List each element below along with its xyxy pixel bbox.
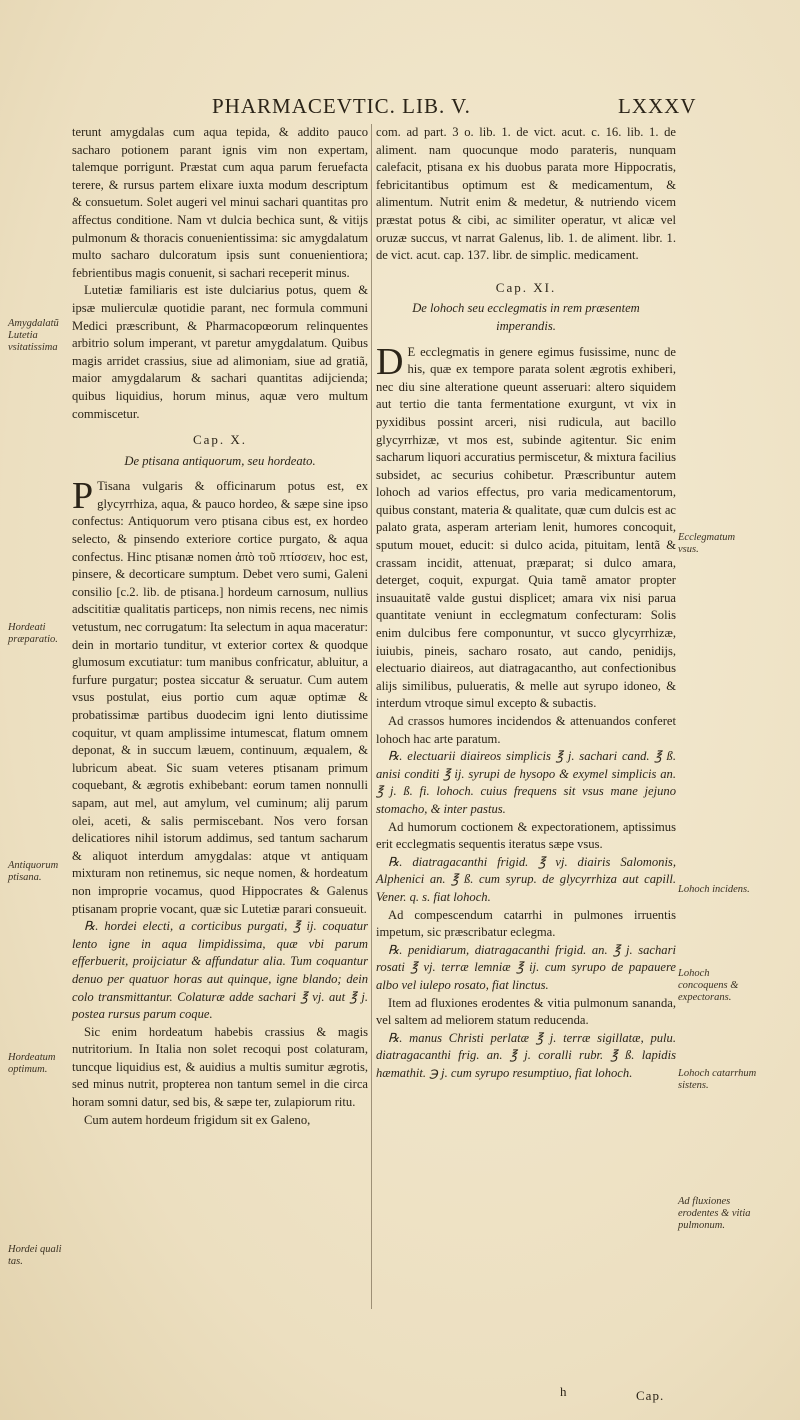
paragraph: com. ad part. 3 o. lib. 1. de vict. acut. c. 16. lib. 1. de aliment. nam quocunque modo parateris, nunquam calefacit, ptisana ex his duobus parata more Hippocratis, febricitantibus optimum est & medicamentum, & alimentum. Nutrit enim & medetur, & nutriendo vicem præstat potus & cibi, ac similiter operatur, vt alicæ vel oruzæ succus, vt narrat Galenus, lib. 1. de aliment. libr. 1. de vict. acut. cap. 137. libr. de simplic. medicament. — [376, 125, 676, 263]
paragraph: Cum autem hordeum frigidum sit ex Galeno, — [84, 1112, 311, 1127]
paragraph: Item ad fluxiones erodentes & vitia pulmonum sananda, vel saltem ad meliorem statum reducenda. — [376, 995, 676, 1028]
chapter-title: De ptisana antiquorum, seu hordeato. — [124, 453, 316, 468]
margin-note: Antiquorum ptisana. — [8, 860, 59, 883]
left-column — [72, 124, 368, 1129]
margin-note: Hordeatum optimum. — [8, 1052, 56, 1075]
paragraph: Sic enim hordeatum habebis crassius & magis nutritorium. In Italia non solet recoqui post colaturam, tuncque liquidius est, & auidius a multis sumitur ægrotis, sed minus nutrit, propterea non tantum semel in die circa horam somni datur, sed bis, & sæpe ter, zulapiorum ritu. — [72, 1024, 368, 1110]
column-rule — [371, 124, 372, 1309]
paragraph: PTisana vulgaris & officinarum potus est, ex glycyrrhiza, aqua, & pauco hordeo, & sæpe sine ipso confectus: Antiquorum vero ptisana cibus est, ex hordeo selecto, & pinsendo exteriore cortice purgato, & aqua confectus. Hinc ptisanæ nomen ἀπὸ τοῦ πτίσσειν, hoc est, pinsere, & decorticare sumptum. Debet vero sumi, Galeni consilio [c.2. lib. de ptisana.] hordeum carnosum, nullius adscititiæ qualitatis particeps, non nimis recens, nec nimis vetustum, nec corrugatum: Ita selectum in aqua maceratur: dein in mortario tunditur, vt exterior cortex & quodque glumosum excutiatur: tum manibus confricatur, abluitur, a furfure purgatur; postea siccatur & seruatur. Cum autem vsus postulat, eius portio cum aquæ optimæ & probatissimæ partibus duodecim igni lento diutissime coquitur, vt quam amplissime intumescat, flatum omnem deponat, & in succum læuem, continuum, æqualem, & lubricum abeat. Sic suam veteres ptisanam primum coquebant, & ægrotis exhibebant: eorum tamen nonnulli sapam, aut mel, aut amylum, vel cuminum; alij parum olei, aceti, & salis permiscebant. Nos vero forsan delicatiores nihil istorum addimus, sed tantum sacharum & aliquot interdum amygdalas: atque vt antiquam mixturam non retinemus, sic neque nomen, & hordeatum non improprie vocamus, quod Hippocrates & Galenus ptisanam proprie vocant, quæ sic Lutetiæ parari consueuit. — [72, 475, 368, 916]
paragraph: Ad crassos humores incidendos & attenuandos conferet lohoch hac arte paratum. — [376, 714, 676, 746]
margin-note: Hordeati præparatio. — [8, 622, 58, 645]
paragraph: terunt amygdalas cum aqua tepida, & addito pauco sacharo potionem parant ignis vim non expertam, talemque porrigunt. Præstat cum aqua parum feruefacta terere, & rursus partem elixare iuxta modum descriptum & consuetum. Solet augeri vel minui sachari quantitas pro affectus conditione. Nam vt dulcia bechica sunt, & vitijs pulmonum & thoracis conuenientissima: sic amygdalatum multo sacharo dulcoratum ipsis sunt conuenientiora; febrientibus magis conuenit, si sachari receperit minus. — [72, 125, 368, 280]
chapter-heading: Cap. XI. — [495, 279, 557, 295]
chapter-title: De lohoch seu ecclegmatis in rem præsentem imperandis. — [412, 301, 640, 333]
margin-note: Hordei quali tas. — [8, 1244, 62, 1267]
margin-note: Lohoch concoquens & expectorans. — [678, 968, 739, 1003]
paragraph: Lutetiæ familiaris est iste dulciarius potus, quem & ipsæ mulierculæ quotidie parant, nec formula communi Medici præscribunt, & Pharmacopœorum relinquentes arbitrio solum imperant, vt paretur amygdalatum. Quibus magis arridet crassius, siue ad alimoniam, siue ad gratiã, maior amygdalarum & sachari quantitas adijcienda; quibus liquidius, horum minus, aquæ vero multum commiscetur. — [72, 283, 368, 421]
recipe: ℞. manus Christi perlatæ ℥ j. terræ sigillatæ, pulu. diatragacanthi frig. an. ℥ j. coralli rubr. ℥ ß. lapidis hæmathit. ℈ j. cum syrupo resumptiuo, fiat lohoch. — [376, 1030, 676, 1080]
folio-number: LXXXV — [618, 94, 697, 118]
paragraph: Ad compescendum catarrhi in pulmones irruentis impetum, sic præscribatur eclegma. — [376, 907, 676, 940]
chapter-heading: Cap. X. — [192, 432, 248, 448]
margin-note: Lohoch incidens. — [678, 884, 750, 895]
right-column — [376, 124, 676, 1082]
recipe: ℞. penidiarum, diatragacanthi frigid. an. ℥ j. sachari rosati ℥ vj. terræ lemniæ ℥ ij. cum syrupo de papauere albo vel iulepo rosato, fiat linctus. — [376, 942, 676, 992]
signature-mark: h — [560, 1384, 567, 1399]
recipe: ℞. hordei electi, a corticibus purgati, ℥ ij. coquatur lento igne in aqua limpidissima, quæ vbi parum efferbuerit, proijciatur & affundatur alia. Tum coquantur denuo per quatuor horas aut quinque, igne blando; dein colo transmittantur. Colaturæ adde sachari ℥ vj. aut ℥ j. postea rursus parum coque. — [72, 919, 368, 1022]
margin-note: Ecclegmatum vsus. — [678, 532, 736, 555]
recipe: ℞. diatragacanthi frigid. ℥ vj. diairis Salomonis, Alphenici an. ℥ ß. cum syrup. de glycyrrhiza aut capill. Vener. q. s. fiat lohoch. — [376, 854, 676, 904]
recipe: ℞. electuarii diaireos simplicis ℥ j. sachari cand. ℥ ß. anisi conditi ℥ ij. syrupi de hysopo & exymel simplicis an. ℥ j. ß. fi. lohoch. cuius frequens sit vsus mane jejuno stomacho, & inter pastus. — [376, 749, 676, 816]
paragraph: DE ecclegmatis in genere egimus fusissime, nunc de his, quæ ex tempore parata solent ægrotis exhiberi, nec diu sine alteratione queunt asseruari: altero siquidem aut tertio die tanta fermentatione exurgunt, vt vix in pyxidibus possint arceri, nisi rudicula, aut bacillo glycyrrhizæ, vt mos est, subinde agitentur. Sic enim sacharum liquori accuratius permiscetur, & mixtura facilius subsidet, ac securius cohibetur. Præscribuntur autem lohoch ad varios effectus, pro varia medicamentorum, quibus constant, materia & qualitate, quæ cum dulcis est ac palato grata, asperam arteriam lenit, humores concoquit, sputum mouet, educit: si dulco acida, pituitam, lentã & crassam incidit, attenuat, præparat; si dulco amara, deterget, coquit, expurgat. Quia tamẽ amator propter insuauitatẽ valde gustui displicet; amara vix nisi parua quantitate veniunt in ecclegmatum confecturam: Solis enim dulcibus fere componuntur, vt succo glycyrrhizæ, iuiubis, pineis, sacharo rosato, aut cando, penidijs, electuario diaireos, aut diatragacantho, aut confectionibus alijs similibus, pulueratis, & melle aut syrupo idoneo, & interdum vtroque simul excepto & subactis. — [376, 340, 676, 711]
running-title: PHARMACEVTIC. LIB. V. — [212, 94, 471, 118]
margin-note: Ad fluxiones erodentes & vitia pulmonum. — [678, 1196, 751, 1231]
running-header — [0, 94, 800, 124]
margin-note: Amygdalatũ Lutetia vsitatissima — [8, 318, 59, 353]
catchword: Cap. — [636, 1388, 665, 1403]
paragraph: Ad humorum coctionem & expectorationem, aptissimus erit ecclegmatis sequentis iteratus sæpe vsus. — [376, 819, 676, 852]
margin-note: Lohoch catarrhum sistens. — [678, 1068, 757, 1091]
